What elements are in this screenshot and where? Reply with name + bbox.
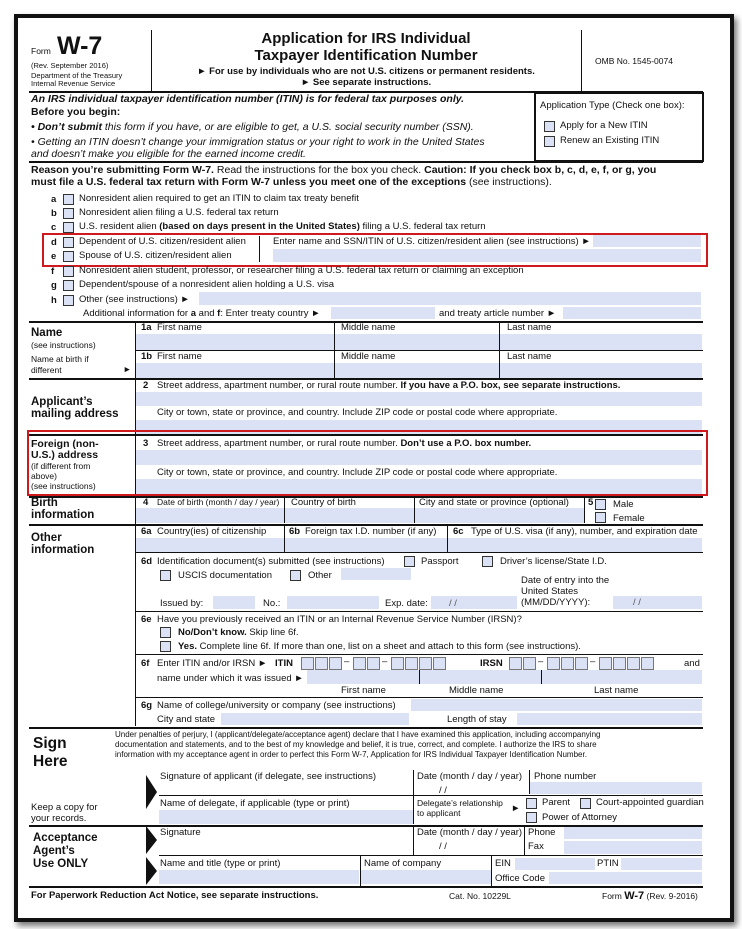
entry-date-field[interactable]	[613, 596, 702, 609]
header-divider-right	[581, 30, 582, 91]
issued-first-label: First name	[341, 685, 386, 696]
form-number: W-7	[57, 32, 103, 60]
col-divider	[541, 670, 542, 684]
treaty-article-label: and treaty article number ►	[439, 308, 557, 319]
catalog-number: Cat. No. 10229L	[449, 891, 511, 901]
middle-name-label-1a: Middle name	[341, 322, 396, 333]
mail-street-bold: If you have a P.O. box, see separate instructions.	[400, 380, 621, 391]
line-5: 5	[588, 497, 594, 508]
line-1b: 1b	[141, 351, 153, 362]
line-6c: 6c	[453, 526, 464, 537]
perjury-line-1: Under penalties of perjury, I (applicant/delegate/acceptance agent) declare that I have examined this application, including accompanying	[115, 730, 601, 739]
irsn-digit[interactable]	[627, 657, 640, 670]
relationship-1: Delegate’s relationship	[417, 798, 503, 808]
prev-no-checkbox[interactable]	[160, 627, 171, 638]
col-divider	[499, 322, 500, 350]
last-name-label-1a: Last name	[507, 322, 552, 333]
reason-c-checkbox[interactable]	[63, 222, 74, 233]
birth-label-1: Birth	[31, 497, 58, 509]
foreign-sub-3: (see instructions)	[31, 481, 96, 491]
form-w7	[29, 30, 703, 910]
col-divider	[413, 826, 414, 855]
letter-c: c	[51, 222, 57, 233]
prev-yes-bold: Yes.	[178, 641, 198, 652]
agent-name-arrow	[146, 857, 157, 885]
entry-date-1: Date of entry into the	[521, 575, 610, 586]
prev-no-bold: No/Don’t know.	[178, 627, 247, 638]
irsn-digit[interactable]	[509, 657, 522, 670]
exp-date-field[interactable]	[431, 596, 517, 609]
middle-name-label-1b: Middle name	[341, 351, 396, 362]
agent-sig-arrow	[146, 826, 157, 854]
row-rule	[136, 350, 703, 351]
letter-f: f	[51, 266, 55, 277]
itin-dash: –	[344, 656, 350, 667]
reason-a-checkbox[interactable]	[63, 194, 74, 205]
row-rule	[136, 552, 703, 553]
license-checkbox[interactable]	[482, 556, 493, 567]
itin-digit[interactable]	[353, 657, 366, 670]
letter-h: h	[51, 295, 57, 306]
entry-date-2: United States	[521, 586, 579, 597]
agent-company-label: Name of company	[364, 858, 442, 869]
college-field[interactable]	[411, 699, 702, 711]
sign-label-2: Here	[33, 753, 68, 770]
form-title-line2: Taxpayer Identification Number	[254, 47, 478, 64]
new-itin-checkbox[interactable]	[544, 121, 555, 132]
form-revision: (Rev. September 2016)	[31, 61, 109, 70]
row-rule	[159, 855, 703, 856]
first-name-label-1a: First name	[157, 322, 202, 333]
male-label: Male	[613, 499, 634, 510]
name-section-label: Name	[31, 327, 63, 339]
reason-read: Read the instructions for the box you check.	[216, 164, 422, 176]
agent-phone-field[interactable]	[564, 827, 702, 839]
sign-arrow	[146, 775, 157, 809]
ein-label: EIN	[495, 858, 511, 869]
doc-number-field[interactable]	[287, 596, 379, 609]
itin-digit[interactable]	[301, 657, 314, 670]
poa-label: Power of Attorney	[542, 812, 617, 823]
line-6b: 6b	[289, 526, 301, 537]
other-doc-checkbox[interactable]	[290, 570, 301, 581]
perjury-line-3: information with my acceptance agent in order to perfect this Form W-7, Application for IRS Individual Taxpayer Identification Number.	[115, 750, 587, 759]
dont-submit-text: this form if you have, or are eligible to get, a U.S. social security number (SSN).	[104, 121, 474, 133]
reason-c-label: U.S. resident alien	[79, 221, 157, 232]
exp-date-slashes: / /	[449, 598, 457, 609]
letter-a: a	[51, 194, 57, 205]
foreign-tax-label: Foreign tax I.D. number (if any)	[305, 526, 437, 537]
female-checkbox[interactable]	[595, 512, 606, 523]
parent-checkbox[interactable]	[526, 798, 537, 809]
itin-digit[interactable]	[367, 657, 380, 670]
col-divider	[419, 670, 420, 684]
agent-fax-label: Fax	[528, 841, 544, 852]
renew-itin-checkbox[interactable]	[544, 136, 555, 147]
department: Department of the Treasury	[31, 71, 123, 80]
highlight-d-e	[42, 233, 708, 267]
col-divider	[334, 351, 335, 378]
col-divider	[284, 525, 285, 552]
form-title-line1: Application for IRS Individual	[261, 30, 471, 47]
irsn-digit[interactable]	[613, 657, 626, 670]
foreign-sub-1: (if different from	[31, 461, 91, 471]
itin-label: ITIN	[275, 658, 293, 669]
reason-caution-text: If you check box b, c, d, e, f, or g, you	[469, 164, 657, 176]
col-divider	[584, 497, 585, 523]
col-divider	[491, 856, 492, 886]
agency: Internal Revenue Service	[31, 79, 116, 88]
reason-e-label: Spouse of U.S. citizen/resident alien	[79, 250, 232, 261]
addl-info-f: f	[217, 308, 221, 319]
sign-label-1: Sign	[33, 735, 67, 752]
mail-city-label: City or town, state or province, and country. Include ZIP code or postal code where appropriate.	[157, 407, 558, 418]
name-1b-field[interactable]	[136, 363, 702, 378]
country-birth-label: Country of birth	[291, 497, 356, 508]
itin-and-label: and	[684, 658, 700, 669]
name-issued-label: name under which it was issued ►	[157, 673, 304, 684]
itin-digit[interactable]	[433, 657, 446, 670]
letter-d: d	[51, 237, 57, 248]
line-3: 3	[143, 438, 149, 449]
foreign-label-1: Foreign (non-	[31, 438, 99, 450]
delegate-label: Name of delegate, if applicable (type or print)	[160, 798, 350, 809]
treaty-article-field[interactable]	[563, 307, 701, 319]
reason-h-label: Other (see instructions) ►	[79, 294, 190, 305]
name-at-birth-1: Name at birth if	[31, 354, 89, 364]
entry-date-3: (MM/DD/YYYY):	[521, 597, 591, 608]
line-4: 4	[143, 497, 149, 508]
itin-digit[interactable]	[419, 657, 432, 670]
name-at-birth-arrow: ►	[123, 364, 132, 374]
passport-label: Passport	[421, 556, 459, 567]
irsn-digit[interactable]	[599, 657, 612, 670]
footer-form-label: Form	[602, 891, 622, 901]
reason-see: (see instructions).	[468, 176, 552, 188]
ein-field[interactable]	[515, 858, 595, 870]
first-name-label-1b: First name	[157, 351, 202, 362]
line-2: 2	[143, 380, 149, 391]
col-divider	[413, 770, 414, 824]
row-rule	[136, 654, 703, 655]
enter-itin-label: Enter ITIN and/or IRSN ►	[157, 658, 268, 669]
itin-digit[interactable]	[391, 657, 404, 670]
foreign-city-label: City or town, state or province, and country. Include ZIP code or postal code where appropriate.	[157, 467, 558, 478]
foreign-sub-2: above)	[31, 471, 57, 481]
intro-rule	[29, 161, 703, 163]
itin-digit[interactable]	[329, 657, 342, 670]
exp-date-label: Exp. date:	[385, 598, 428, 609]
birth-field[interactable]	[136, 508, 584, 523]
application-type-title: Application Type (Check one box):	[540, 100, 685, 111]
irsn-digit[interactable]	[575, 657, 588, 670]
prev-yes-checkbox[interactable]	[160, 641, 171, 652]
itin-digit[interactable]	[315, 657, 328, 670]
dob-label: Date of birth (month / day / year)	[157, 497, 280, 507]
birth-label-2: information	[31, 509, 95, 521]
irsn-label: IRSN	[480, 658, 503, 669]
office-code-label: Office Code	[495, 873, 545, 884]
other-doc-field[interactable]	[341, 568, 411, 580]
letter-b: b	[51, 208, 57, 219]
col-divider	[414, 497, 415, 523]
agent-phone-label: Phone	[528, 827, 556, 838]
row-rule	[136, 611, 703, 612]
perjury-line-2: documentation and statements, and to the best of my knowledge and belief, it is true, correct, and complete. I authorize the IRS to share	[115, 740, 597, 749]
line-6a: 6a	[141, 526, 152, 537]
omb-number: OMB No. 1545-0074	[595, 56, 673, 66]
form-subtitle: ► For use by individuals who are not U.S. citizens or permanent residents.	[197, 66, 535, 77]
ptin-label: PTIN	[597, 858, 619, 869]
addl-info-treaty: : Enter treaty country ►	[220, 308, 321, 319]
other-label-1: Other	[31, 532, 62, 544]
mail-street-field[interactable]	[136, 392, 702, 406]
other-label-2: information	[31, 544, 95, 556]
last-name-label-1b: Last name	[507, 351, 552, 362]
agent-company-field[interactable]	[361, 870, 491, 884]
paperwork-notice: For Paperwork Reduction Act Notice, see separate instructions.	[31, 890, 319, 901]
name-1a-field[interactable]	[136, 334, 702, 350]
form-label: Form	[31, 46, 51, 56]
agent-name-title-label: Name and title (type or print)	[160, 858, 281, 869]
agent-label-1: Acceptance	[33, 832, 98, 844]
city-birth-label: City and state or province (optional)	[419, 497, 569, 508]
new-itin-label: Apply for a New ITIN	[560, 120, 648, 131]
col-divider	[284, 497, 285, 523]
before-you-begin: Before you begin:	[31, 106, 121, 118]
itin-digit[interactable]	[405, 657, 418, 670]
itin-dash: –	[382, 656, 388, 667]
issued-last-label: Last name	[594, 685, 639, 696]
issued-middle-label: Middle name	[449, 685, 504, 696]
irsn-dash: –	[590, 656, 596, 667]
male-checkbox[interactable]	[595, 499, 606, 510]
name-at-birth-2: different	[31, 365, 62, 375]
col-divider	[447, 525, 448, 552]
reason-c-end: filing a U.S. federal tax return	[362, 221, 486, 232]
renew-itin-label: Renew an Existing ITIN	[560, 135, 660, 146]
foreign-street-label: Street address, apartment number, or rural route number.	[157, 438, 398, 449]
col-divider	[524, 826, 525, 855]
see-instructions: ► See separate instructions.	[300, 77, 432, 88]
row-rule	[159, 795, 703, 796]
delegate-field[interactable]	[159, 810, 413, 824]
addl-info-1: Additional information for	[83, 308, 189, 319]
phone-label: Phone number	[534, 771, 597, 782]
prev-yes-rest: Complete line 6f. If more than one, list on a sheet and attach to this form (see instructions).	[199, 641, 581, 652]
city-state-field[interactable]	[221, 713, 409, 725]
keep-copy-2: your records.	[31, 813, 87, 824]
de-enter-label: Enter name and SSN/ITIN of U.S. citizen/resident alien (see instructions) ►	[273, 236, 591, 247]
reason-f-checkbox[interactable]	[63, 266, 74, 277]
footer-revision: (Rev. 9-2016)	[646, 891, 698, 901]
agent-date-slashes: / /	[439, 841, 447, 852]
name-see-instructions: (see instructions)	[31, 340, 96, 350]
treaty-country-field[interactable]	[331, 307, 435, 319]
issued-by-label: Issued by:	[160, 598, 204, 609]
poa-checkbox[interactable]	[526, 812, 537, 823]
reason-caution: Caution:	[424, 164, 467, 176]
line-1a: 1a	[141, 322, 152, 333]
section-rule	[29, 496, 703, 498]
passport-checkbox[interactable]	[404, 556, 415, 567]
office-code-field[interactable]	[549, 872, 702, 884]
row-rule	[136, 697, 703, 698]
mailing-label-1: Applicant’s	[31, 396, 93, 408]
dont-submit-bold: • Don’t submit	[31, 121, 102, 133]
irsn-digit[interactable]	[547, 657, 560, 670]
mailing-label-2: mailing address	[31, 408, 119, 420]
citizenship-label: Country(ies) of citizenship	[157, 526, 267, 537]
foreign-street-bold: Don’t use a P.O. box number.	[400, 438, 532, 449]
irsn-digit[interactable]	[523, 657, 536, 670]
uscis-checkbox[interactable]	[160, 570, 171, 581]
reason-f-label: Nonresident alien student, professor, or researcher filing a U.S. federal tax return or claiming an exception	[79, 265, 524, 276]
issued-by-field[interactable]	[213, 596, 255, 609]
agent-date-label: Date (month / day / year)	[417, 827, 523, 838]
relationship-arrow: ►	[511, 803, 521, 814]
reason-b-checkbox[interactable]	[63, 208, 74, 219]
license-label: Driver’s license/State I.D.	[500, 556, 607, 567]
itin-note-line1: • Getting an ITIN doesn’t change your immigration status or your right to work in the United States	[31, 136, 485, 148]
name-issued-field[interactable]	[307, 670, 702, 684]
visa-label: Type of U.S. visa (if any), number, and expiration date	[471, 526, 698, 537]
irsn-digit[interactable]	[561, 657, 574, 670]
parent-label: Parent	[542, 797, 570, 808]
female-label: Female	[613, 513, 645, 524]
reason-heading: Reason you’re submitting Form W-7.	[31, 164, 214, 176]
reason-must-file: must file a U.S. federal tax return with Form W-7 unless you meet one of the exceptions	[31, 176, 467, 188]
uscis-label: USCIS documentation	[178, 570, 272, 581]
length-stay-label: Length of stay	[447, 714, 507, 725]
keep-copy-1: Keep a copy for	[31, 802, 98, 813]
footer-form-number: W-7	[624, 890, 645, 902]
reason-g-checkbox[interactable]	[63, 280, 74, 291]
sign-date-slashes: / /	[439, 785, 447, 796]
section-rule	[29, 727, 703, 729]
addl-info-and: and	[198, 308, 215, 319]
city-state-label: City and state	[157, 714, 216, 725]
foreign-label-2: U.S.) address	[31, 449, 99, 461]
reason-a-label: Nonresident alien required to get an ITIN to claim tax treaty benefit	[79, 193, 359, 204]
guardian-checkbox[interactable]	[580, 798, 591, 809]
line-6g: 6g	[141, 700, 153, 711]
agent-label-3: Use ONLY	[33, 858, 89, 870]
irsn-digit[interactable]	[641, 657, 654, 670]
other-doc-label: Other	[308, 570, 332, 581]
reason-d-label: Dependent of U.S. citizen/resident alien	[79, 236, 246, 247]
guardian-label: Court-appointed guardian	[596, 797, 704, 808]
irsn-dash: –	[538, 656, 544, 667]
col-divider	[499, 351, 500, 378]
letter-e: e	[51, 251, 57, 262]
agent-signature-label: Signature	[160, 827, 201, 838]
itin-purpose: An IRS individual taxpayer identification number (ITIN) is for federal tax purposes only.	[31, 93, 465, 105]
sign-date-label: Date (month / day / year)	[417, 771, 523, 782]
mail-street-label: Street address, apartment number, or rural route number.	[157, 380, 398, 391]
agent-label-2: Agent’s	[33, 845, 75, 857]
agent-name-field[interactable]	[159, 870, 359, 884]
agent-fax-field[interactable]	[564, 841, 702, 854]
id-docs-label: Identification document(s) submitted (see instructions)	[157, 556, 385, 567]
entry-date-slashes: / /	[633, 597, 641, 608]
prev-itin-question: Have you previously received an ITIN or an Internal Revenue Service Number (IRSN)?	[157, 614, 522, 625]
reason-c-bold: (based on days present in the United States)	[159, 221, 360, 232]
phone-field[interactable]	[530, 782, 702, 794]
college-label: Name of college/university or company (see instructions)	[157, 700, 396, 711]
other-reason-field[interactable]	[199, 292, 701, 305]
line-6e: 6e	[141, 614, 152, 625]
addl-info-a: a	[190, 308, 197, 319]
reason-h-checkbox[interactable]	[63, 295, 74, 306]
relationship-2: to applicant	[417, 808, 461, 818]
line-6d: 6d	[141, 556, 153, 567]
col-divider	[334, 322, 335, 350]
doc-number-label: No.:	[263, 598, 281, 609]
highlight-foreign-address	[27, 430, 708, 496]
reason-b-label: Nonresident alien filing a U.S. federal tax return	[79, 207, 279, 218]
itin-note-line2: and doesn’t make you eligible for the earned income credit.	[31, 148, 306, 160]
ptin-field[interactable]	[621, 858, 702, 870]
line-6f: 6f	[141, 658, 150, 669]
other-6abc-field[interactable]	[136, 538, 702, 552]
reason-g-label: Dependent/spouse of a nonresident alien holding a U.S. visa	[79, 279, 335, 290]
length-stay-field[interactable]	[517, 713, 702, 725]
letter-g: g	[51, 280, 57, 291]
prev-no-rest: Skip line 6f.	[249, 627, 299, 638]
sig-applicant-label: Signature of applicant (if delegate, see instructions)	[160, 771, 376, 782]
section-rule	[29, 886, 703, 888]
